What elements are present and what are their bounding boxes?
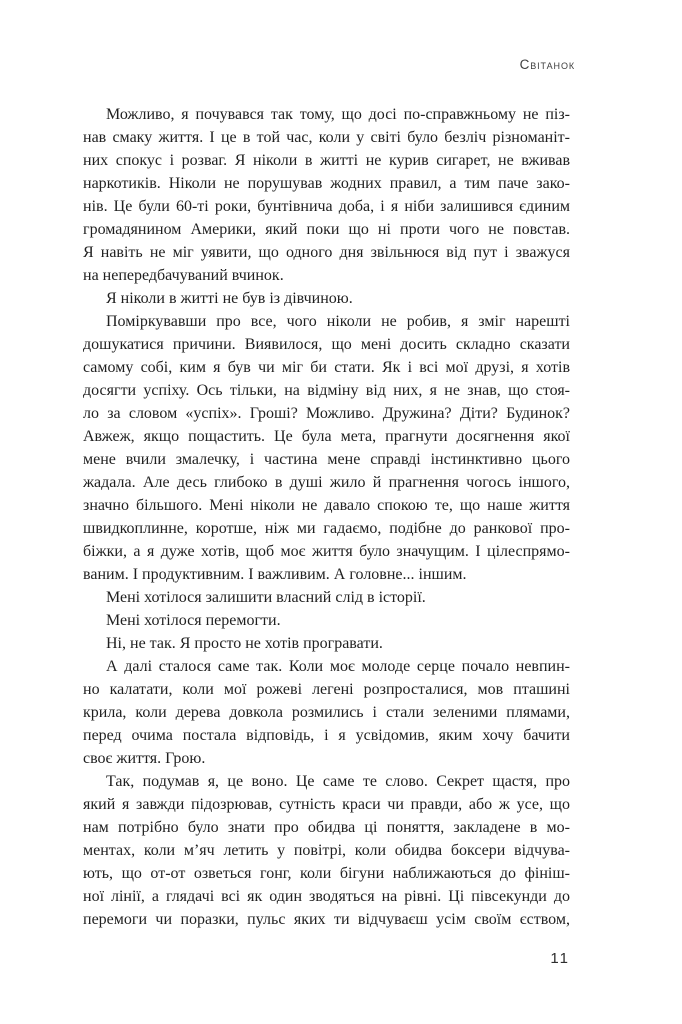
paragraph (83, 770, 570, 931)
text-line: Мені хотілося залишити власний слід в історії. (106, 589, 426, 606)
running-header: Світанок (519, 57, 575, 72)
paragraph (83, 632, 570, 655)
text-line: нам потрібно було знати про обидва ці поняття, закладене в мо- (83, 819, 570, 836)
text-line: ваним. І продуктивним. І важливим. А головне... іншим. (83, 566, 467, 583)
text-line: своє життя. Грою. (83, 750, 206, 767)
text-line: самому собі, ким я був чи міг би стати. Як і всі мої друзі, я хотів (83, 359, 570, 376)
text-line: ло за словом «успіх». Гроші? Можливо. Дружина? Діти? Будинок? (83, 405, 570, 422)
text-line: нів. Це були 60-ті роки, бунтівнича доба, і я ніби залишився єдиним (83, 198, 570, 215)
text-line: ної лінії, а глядачі всі як один зводяться на рівні. Ці півсекунди до (83, 888, 570, 905)
paragraph (83, 310, 570, 586)
text-line: значно більшого. Мені ніколи не давало спокою те, що наше життя (83, 497, 570, 514)
text-line: досягти успіху. Ось тільки, на відміну від них, я не знав, що стоя- (83, 382, 570, 399)
page-number: 11 (550, 950, 570, 967)
text-line: швидкоплинне, коротше, ніж ми гадаємо, подібне до ранкової про- (83, 520, 570, 537)
text-line: А далі сталося саме так. Коли моє молоде серце почало невпин- (106, 658, 570, 675)
paragraph (83, 103, 570, 287)
text-line: який я завжди підозрював, сутність краси чи правди, або ж усе, що (83, 796, 570, 813)
text-line: Я навіть не міг уявити, що одного дня звільнюся від пут і зважуся (83, 244, 570, 261)
text-line: ють, що от-от озветься гонг, коли бігуни наближаються до фініш- (83, 865, 570, 882)
paragraph (83, 586, 570, 609)
paragraph (83, 287, 570, 310)
text-line: Мені хотілося перемогти. (106, 612, 281, 629)
text-line: Можливо, я почувався так тому, що досі по-справжньому не піз- (106, 106, 570, 123)
paragraph (83, 655, 570, 770)
text-line: Авжеж, якщо пощастить. Це була мета, прагнути досягнення якої (83, 428, 570, 445)
text-line: Поміркувавши про все, чого ніколи не робив, я зміг нарешті (106, 313, 570, 330)
text-line: дошукатися причини. Виявилося, що мені досить складно сказати (83, 336, 570, 353)
text-line: біжки, а я дуже хотів, щоб моє життя було значущим. І цілеспрямо- (83, 543, 570, 560)
text-line: Ні, не так. Я просто не хотів програвати. (106, 635, 383, 652)
text-line: перед очима постала відповідь, і я усвідомив, яким хочу бачити (83, 727, 570, 744)
text-line: наркотиків. Ніколи не порушував жодних правил, а тим паче зако- (83, 175, 570, 192)
text-line: мене вчили змалечку, і частина мене справді інстинктивно цього (83, 451, 570, 468)
text-line: ментах, коли м’яч летить у повітрі, коли обидва боксери відчува- (83, 842, 570, 859)
paragraph (83, 609, 570, 632)
text-line: Я ніколи в житті не був із дівчиною. (106, 290, 353, 307)
text-line: крила, коли дерева довкола розмились і стали зеленими плямами, (83, 704, 570, 721)
text-line: на непередбачуваний вчинок. (83, 267, 284, 284)
text-line: но калатати, коли мої рожеві легені розпросталися, мов пташині (83, 681, 570, 698)
text-line: них спокус і розваг. Я ніколи в житті не курив сигарет, не вживав (83, 152, 570, 169)
text-line: Так, подумав я, це воно. Це саме те слово. Секрет щастя, про (106, 773, 570, 790)
text-line: перемоги чи поразки, пульс яких ти відчуваєш усім своїм єством, (83, 911, 570, 928)
text-line: громадянином Америки, який поки що ні проти чого не повстав. (83, 221, 570, 238)
text-column (83, 103, 570, 931)
text-line: нав смаку життя. І це в той час, коли у світі було безліч різноманіт- (83, 129, 570, 146)
text-line: жадала. Але десь глибоко в душі жило й прагнення чогось іншого, (83, 474, 570, 491)
